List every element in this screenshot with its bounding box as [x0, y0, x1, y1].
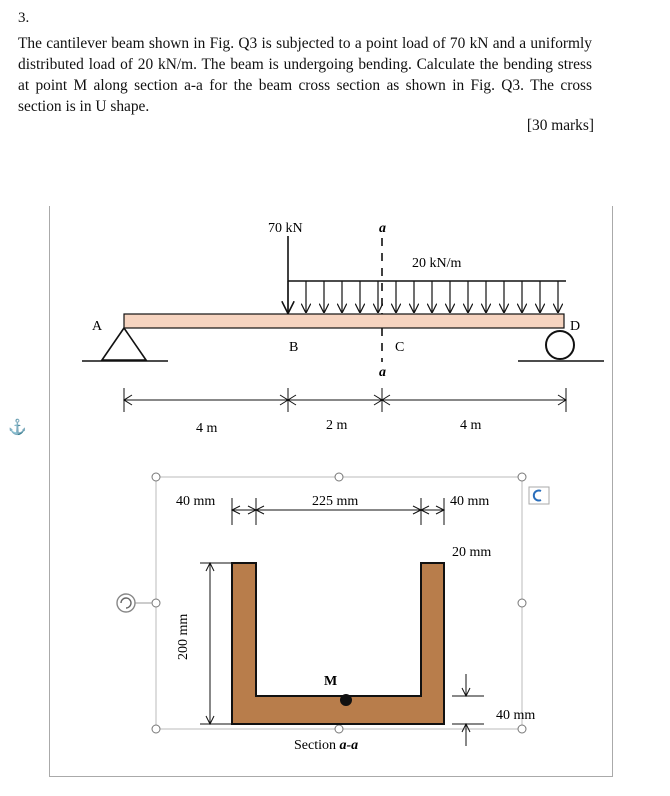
- anchor-icon[interactable]: ⚓: [8, 420, 27, 436]
- section-label-bottom: a: [379, 365, 386, 380]
- flange-width-label: 40 mm: [176, 494, 216, 509]
- span-ab-label: 4 m: [196, 421, 218, 436]
- label-c: C: [395, 340, 405, 355]
- u-section-shape: [232, 563, 444, 724]
- marks-label: [30 marks]: [526, 117, 594, 134]
- question-text: The cantilever beam shown in Fig. Q3 is subjected to a point load of 70 kN and a uniformly distributed load of 20 kN/m. The beam is undergoing bending. Calculate the bending stress at point M along section a-a for the beam cross section as shown in Fig. Q3. The cross section is in U shape.: [18, 35, 592, 115]
- point-m-label: M: [324, 674, 338, 689]
- beam-diagram: [82, 221, 604, 436]
- flange-width-right-label: 40 mm: [450, 494, 490, 509]
- span-bc-label: 2 m: [326, 418, 348, 433]
- section-caption: [294, 738, 358, 753]
- height-label: 200 mm: [176, 613, 191, 660]
- bottom-dimension-lines: [452, 674, 484, 746]
- section-label-top: a: [379, 221, 386, 236]
- bottom-thickness-label: 40 mm: [496, 708, 536, 723]
- beam-body: [124, 314, 564, 328]
- height-dimension-lines: [200, 563, 232, 724]
- inner-width-label: 225 mm: [312, 494, 359, 509]
- web-thickness-label: 20 mm: [452, 545, 492, 560]
- point-m-dot: [340, 694, 352, 706]
- section-image-frame[interactable]: [117, 473, 549, 733]
- question-number: 3.: [18, 10, 30, 26]
- resize-handles[interactable]: [152, 473, 526, 733]
- span-cd-label: 4 m: [460, 418, 482, 433]
- rotate-handle-icon[interactable]: [117, 594, 135, 612]
- label-d: D: [570, 319, 581, 334]
- udl-arrows: [288, 281, 558, 312]
- section-caption-name: a-a: [339, 738, 359, 753]
- pin-support-a: [102, 328, 146, 360]
- roller-support-d: [546, 331, 574, 359]
- point-load-label: 70 kN: [268, 221, 303, 236]
- udl-label: 20 kN/m: [412, 256, 462, 271]
- u-cross-section: [176, 494, 535, 753]
- section-caption-prefix: Section: [294, 738, 340, 753]
- label-b: B: [289, 340, 299, 355]
- label-a: A: [92, 319, 103, 334]
- span-dimension-lines: [124, 388, 566, 412]
